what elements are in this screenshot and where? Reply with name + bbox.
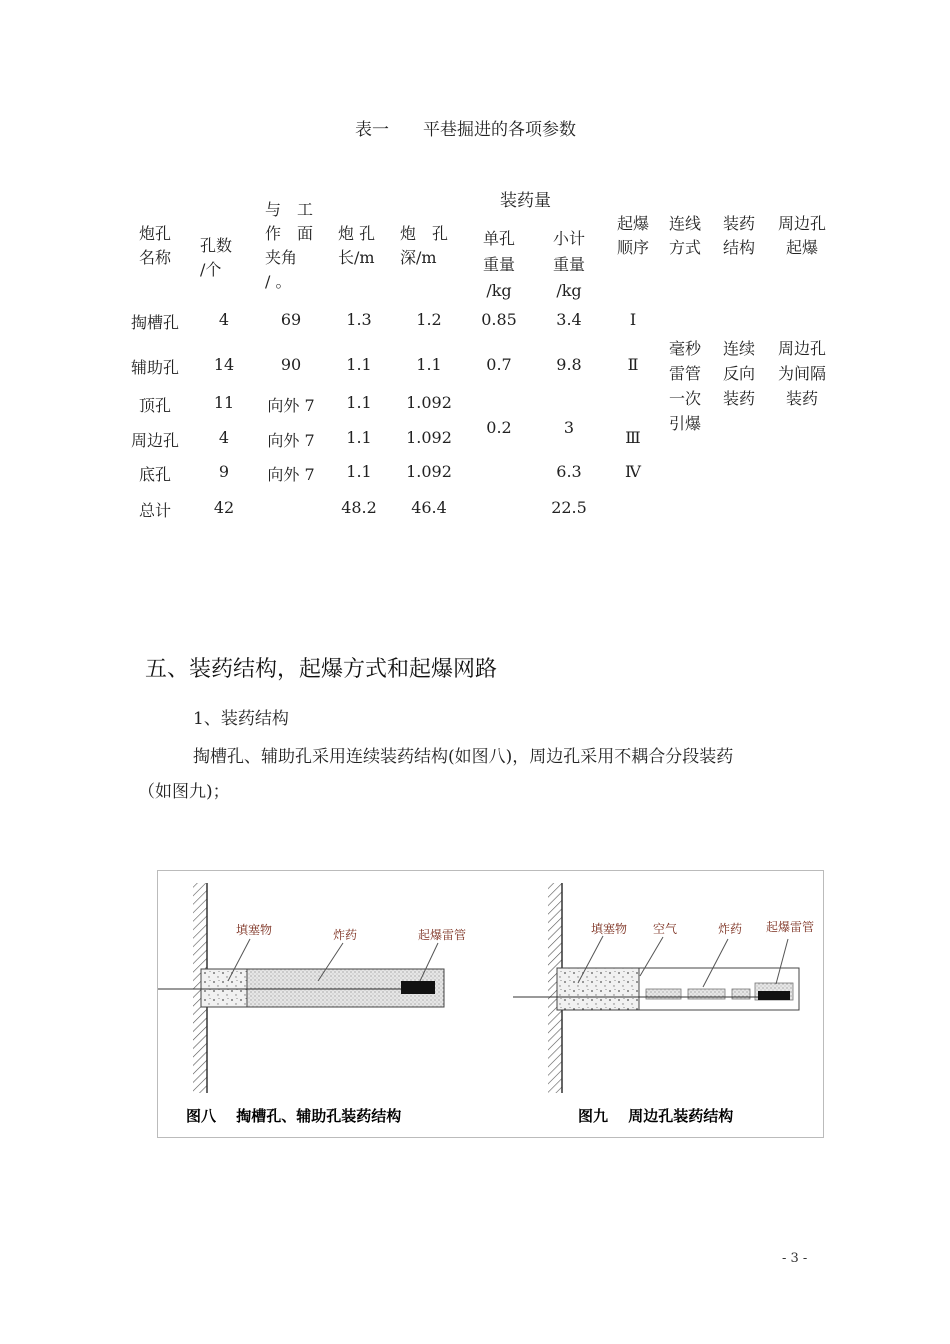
cell-order: Ⅰ xyxy=(629,310,637,329)
header-perimeter: 周边孔 起爆 xyxy=(777,214,826,257)
cell-subtotal: 6.3 xyxy=(556,462,582,481)
cell-depth: 1.092 xyxy=(406,428,452,447)
cell-length: 1.1 xyxy=(346,355,372,374)
cell-count: 4 xyxy=(218,310,230,329)
fig8-caption: 图八 掏槽孔、辅助孔装药结构 xyxy=(186,1107,402,1125)
header-length: 炮 孔 长/m xyxy=(338,224,376,267)
header-angle: 与 工 作 面 夹角 / 。 xyxy=(265,200,314,291)
cell-count: 11 xyxy=(213,393,235,412)
fig9-label-detonator: 起爆雷管 xyxy=(766,920,815,934)
fig9-label-stemming: 填塞物 xyxy=(591,922,628,936)
cell-order: Ⅱ xyxy=(627,355,639,374)
cell-angle: 向外 7 xyxy=(267,396,315,415)
cell-depth: 1.092 xyxy=(406,393,452,412)
cell-single: 0.7 xyxy=(486,355,512,374)
cell-subtotal: 3 xyxy=(563,418,575,437)
header-wiring: 连线 方式 xyxy=(668,214,701,257)
cell-count: 42 xyxy=(213,498,235,517)
fig9-caption: 图九 周边孔装药结构 xyxy=(578,1107,734,1125)
fig8-label-detonator: 起爆雷管 xyxy=(418,928,467,942)
cell-length: 48.2 xyxy=(341,498,377,517)
cell-count: 9 xyxy=(218,462,230,481)
paragraph-line-2: （如图九)； xyxy=(138,782,230,802)
header-order: 起爆 顺序 xyxy=(616,214,649,257)
cell-order: Ⅲ xyxy=(625,428,641,447)
cell-depth: 1.1 xyxy=(416,355,442,374)
figure-box xyxy=(157,870,824,1138)
header-count: 孔数 /个 xyxy=(200,236,233,279)
figures-drawing xyxy=(158,871,823,1137)
header-subtotal: 小计 重量 /kg xyxy=(552,229,585,300)
cell-name: 周边孔 xyxy=(130,431,179,450)
cell-name: 底孔 xyxy=(138,465,171,484)
cell-angle: 向外 7 xyxy=(267,465,315,484)
cell-count: 14 xyxy=(213,355,235,374)
subsection-heading: 1、装药结构 xyxy=(193,709,289,729)
fig8-label-stemming: 填塞物 xyxy=(236,923,273,937)
cell-name: 掏槽孔 xyxy=(130,313,179,332)
cell-name: 总计 xyxy=(138,501,171,520)
fig9-label-explosive: 炸药 xyxy=(718,922,743,936)
cell-angle: 向外 7 xyxy=(267,431,315,450)
header-charge: 装药量 xyxy=(500,191,551,211)
header-structure: 装药 结构 xyxy=(722,214,755,257)
header-name: 炮孔 名称 xyxy=(138,224,171,267)
cell-depth: 1.2 xyxy=(416,310,442,329)
cell-subtotal: 9.8 xyxy=(556,355,582,374)
cell-depth: 46.4 xyxy=(411,498,447,517)
cell-wiring-merged: 毫秒 雷管 一次 引爆 xyxy=(668,339,701,433)
cell-structure-merged: 连续 反向 装药 xyxy=(722,339,755,408)
table-title: 表一 平巷掘进的各项参数 xyxy=(355,120,576,140)
cell-length: 1.1 xyxy=(346,428,372,447)
cell-length: 1.1 xyxy=(346,393,372,412)
fig8-label-explosive: 炸药 xyxy=(333,928,358,942)
paragraph-line-1: 掏槽孔、辅助孔采用连续装药结构(如图八)，周边孔采用不耦合分段装药 xyxy=(193,747,734,767)
cell-length: 1.1 xyxy=(346,462,372,481)
section-heading: 五、装药结构，起爆方式和起爆网路 xyxy=(145,657,498,682)
cell-length: 1.3 xyxy=(346,310,372,329)
header-single: 单孔 重量 /kg xyxy=(482,229,515,300)
cell-subtotal: 3.4 xyxy=(556,310,582,329)
cell-count: 4 xyxy=(218,428,230,447)
cell-single-merged: 0.2 xyxy=(486,418,512,437)
cell-name: 顶孔 xyxy=(138,396,171,415)
cell-angle: 69 xyxy=(280,310,302,329)
header-depth: 炮 孔 深/m xyxy=(400,224,449,267)
cell-subtotal: 22.5 xyxy=(551,498,587,517)
cell-name: 辅助孔 xyxy=(130,358,179,377)
figure-9-drawing xyxy=(513,883,799,1093)
fig9-label-air: 空气 xyxy=(653,922,678,936)
cell-depth: 1.092 xyxy=(406,462,452,481)
cell-angle: 90 xyxy=(280,355,302,374)
cell-perimeter-merged: 周边孔 为间隔 装药 xyxy=(777,339,826,408)
page-number: - 3 - xyxy=(782,1251,808,1266)
figure-8-drawing xyxy=(158,883,444,1093)
cell-order: Ⅳ xyxy=(625,462,641,481)
cell-single: 0.85 xyxy=(481,310,517,329)
